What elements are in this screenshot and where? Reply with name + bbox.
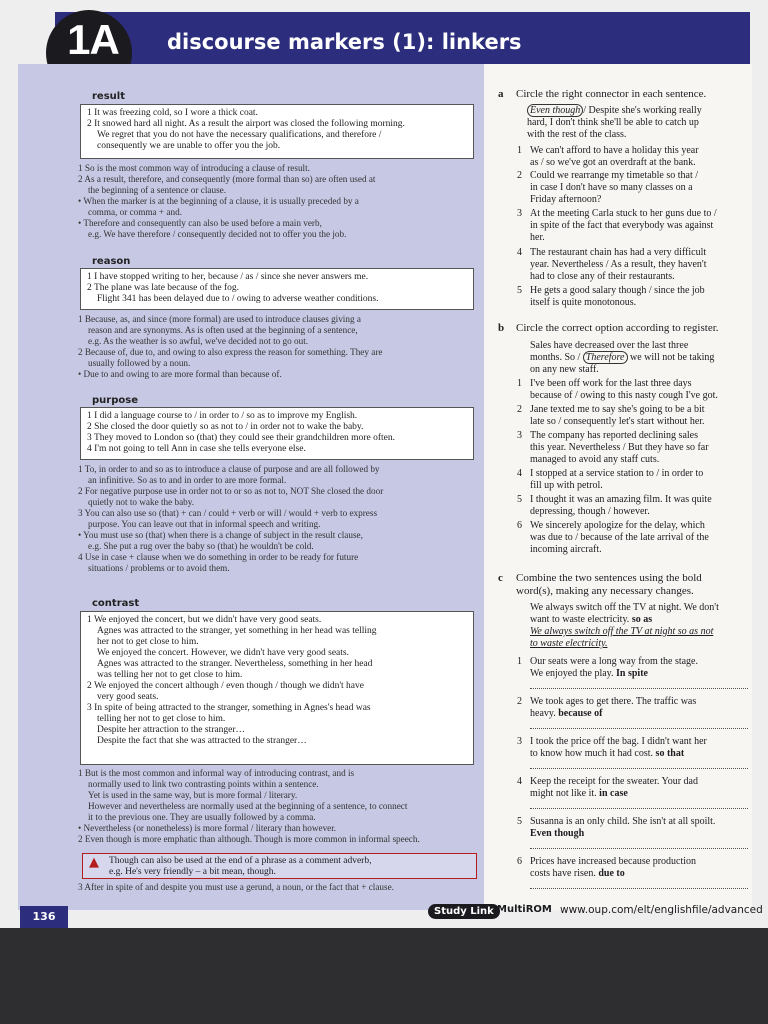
note-line: usually followed by a noun. bbox=[88, 358, 191, 368]
note-line: an infinitive. So as to and in order to are more formal. bbox=[88, 475, 287, 485]
note-line: • Therefore and consequently can also be used before a main verb, bbox=[78, 218, 322, 228]
exercise-a-label: a bbox=[498, 88, 504, 100]
example-text: months. So / bbox=[530, 352, 581, 363]
note-line: 1 So is the most common way of introducing a clause of result. bbox=[78, 163, 310, 173]
exercise-c-example bbox=[530, 602, 755, 650]
contrast-example: very good seats. bbox=[97, 692, 159, 702]
contrast-example: Agnes was attracted to the stranger. Nevertheless, something in her head bbox=[97, 659, 373, 669]
page-number: 136 bbox=[20, 906, 68, 928]
note-line: 1 To, in order to and so as to introduce a clause of purpose and are all followed by bbox=[78, 464, 380, 474]
circled-answer[interactable]: Therefore bbox=[583, 351, 628, 364]
note-line: reason and are synonyms. As is often used at the beginning of a sentence, bbox=[88, 325, 358, 335]
contrast-example: was telling her not to get close to him. bbox=[97, 670, 243, 680]
page-bottom-edge bbox=[0, 928, 768, 1024]
exercise-b-item-1[interactable]: 1 I've been off work for the last three days because of / owing to this nasty cough I've got. bbox=[517, 378, 718, 401]
result-example: 2 It snowed hard all night. As a result the airport was closed the following morning. bbox=[87, 119, 405, 129]
contrast-example: 3 In spite of being attracted to the stranger, something in Agnes's head was bbox=[87, 703, 371, 713]
reason-example: 2 The plane was late because of the fog. bbox=[87, 283, 240, 293]
exercise-b-item-2[interactable]: 2 Jane texted me to say she's going to be a bit late so / consequently let's start without her. bbox=[517, 404, 705, 427]
exercise-a-item-1[interactable]: 1 We can't afford to have a holiday this year as / so we've got an overdraft at the bank. bbox=[517, 145, 699, 168]
note-line: 2 Because of, due to, and owing to also express the reason for something. They are bbox=[78, 347, 383, 357]
result-example: We regret that you do not have the necessary qualifications, and therefore / bbox=[97, 130, 382, 140]
purpose-example: 1 I did a language course to / in order to / so as to improve my English. bbox=[87, 411, 358, 421]
note-line: However and nevertheless are normally used at the beginning of a sentence, to connect bbox=[88, 801, 408, 811]
note-line: e.g. She put a rug over the baby so (that) he wouldn't be cold. bbox=[88, 541, 314, 551]
exercise-b-example bbox=[530, 340, 755, 376]
note-line: the beginning of a sentence or clause. bbox=[88, 185, 227, 195]
purpose-notes bbox=[78, 464, 478, 574]
example-text: with the rest of the class. bbox=[527, 129, 627, 140]
heading-result: result bbox=[92, 91, 125, 102]
example-text: We always switch off the TV at night. We don't bbox=[530, 602, 719, 613]
example-text: we will not be taking bbox=[630, 352, 715, 363]
reason-example: Flight 341 has been delayed due to / owing to adverse weather conditions. bbox=[97, 294, 379, 304]
multirom-label: MultiROM bbox=[497, 904, 552, 915]
note-line: 2 For negative purpose use in order not to or so as not to, NOT She closed the door bbox=[78, 486, 384, 496]
example-text: want to waste electricity. bbox=[530, 614, 630, 625]
unit-number: 1A bbox=[67, 16, 119, 63]
purpose-example: 4 I'm not going to tell Ann in case she tells everyone else. bbox=[87, 444, 306, 454]
contrast-example: 2 We enjoyed the concert although / even though / though we didn't have bbox=[87, 681, 364, 691]
contrast-example: Despite her attraction to the stranger… bbox=[97, 725, 245, 735]
bold-cue: so as bbox=[631, 614, 653, 625]
unit-title: discourse markers (1): linkers bbox=[167, 30, 522, 54]
result-example: 1 It was freezing cold, so I wore a thick coat. bbox=[87, 108, 258, 118]
exercise-c-item-2: 2 We took ages to get there. The traffic was heavy. because of bbox=[517, 696, 697, 719]
note-line: 3 You can also use so (that) + can / could + verb or will / would + verb to express bbox=[78, 508, 378, 518]
note-line: • When the marker is at the beginning of a clause, it is usually preceded by a bbox=[78, 196, 359, 206]
contrast-example: Despite the fact that she was attracted to the stranger… bbox=[97, 736, 307, 746]
example-answer: to waste electricity. bbox=[530, 638, 608, 649]
note-line: quietly not to wake the baby. bbox=[88, 497, 195, 507]
answer-line[interactable] bbox=[530, 808, 748, 809]
exercise-c-item-6: 6 Prices have increased because production costs have risen. due to bbox=[517, 856, 697, 879]
footer-url[interactable]: www.oup.com/elt/englishfile/advanced bbox=[560, 904, 763, 916]
note-line: • Due to and owing to are more formal than because of. bbox=[78, 369, 282, 379]
note-line: it to the previous one. They are usually followed by a comma. bbox=[88, 812, 316, 822]
answer-line[interactable] bbox=[530, 728, 748, 729]
reason-example: 1 I have stopped writing to her, because / as / since she never answers me. bbox=[87, 272, 369, 282]
contrast-example: telling her not to get close to him. bbox=[97, 714, 226, 724]
circled-answer[interactable]: Even though bbox=[527, 104, 583, 117]
note-line: purpose. You can leave out that in informal speech and writing. bbox=[88, 519, 321, 529]
note-line: e.g. As the weather is so awful, we've decided not to go out. bbox=[88, 336, 309, 346]
reason-notes bbox=[78, 314, 478, 380]
study-link-badge: Study Link bbox=[428, 904, 500, 919]
exercise-c-item-1: 1 Our seats were a long way from the stage. We enjoyed the play. In spite bbox=[517, 656, 698, 679]
note-line: 1 But is the most common and informal way of introducing contrast, and is bbox=[78, 768, 355, 778]
exercise-b-item-6[interactable]: 6 We sincerely apologize for the delay, which was due to / because of the late arrival of the incoming aircraft. bbox=[517, 520, 709, 555]
purpose-examples-box bbox=[80, 407, 474, 460]
note-line: 1 Because, as, and since (more formal) are used to introduce clauses giving a bbox=[78, 314, 361, 324]
exercise-b-item-4[interactable]: 4 I stopped at a service station to / in order to fill up with petrol. bbox=[517, 468, 704, 491]
result-example: consequently we are unable to offer you the job. bbox=[97, 141, 281, 151]
exercise-a-item-4[interactable]: 4 The restaurant chain has had a very difficult year. Nevertheless / As a result, they haven't had to close any of their restaurants. bbox=[517, 247, 707, 282]
exercise-b-item-3[interactable]: 3 The company has reported declining sales this year. Nevertheless / But they have so far managed to avoid any staff cuts. bbox=[517, 430, 709, 465]
heading-purpose: purpose bbox=[92, 395, 138, 406]
warning-icon: ▲ bbox=[89, 855, 99, 870]
note-line: 2 Even though is more emphatic than although. Though is more common in informal speech. bbox=[78, 834, 420, 844]
exercise-b-instruction: Circle the correct option according to register. bbox=[516, 322, 719, 334]
note-line: 4 Use in case + clause when we do something in order to be ready for future bbox=[78, 552, 359, 562]
example-text: / Despite she's working really bbox=[583, 105, 702, 116]
note-line: 2 As a result, therefore, and consequently (more formal than so) are often used at bbox=[78, 174, 376, 184]
note-line: • Nevertheless (or nonetheless) is more formal / literary than however. bbox=[78, 823, 337, 833]
warning-text: Though can also be used at the end of a phrase as a comment adverb, bbox=[109, 856, 372, 866]
exercise-a-item-2[interactable]: 2 Could we rearrange my timetable so that / in case I don't have so many classes on a Friday afternoon? bbox=[517, 170, 699, 205]
example-answer: We always switch off the TV at night so as not bbox=[530, 626, 714, 637]
example-text: Sales have decreased over the last three bbox=[530, 340, 689, 351]
example-text: on any new staff. bbox=[530, 364, 599, 375]
heading-reason: reason bbox=[92, 256, 131, 267]
note-line: • You must use so (that) when there is a change of subject in the result clause, bbox=[78, 530, 363, 540]
exercise-c-item-4: 4 Keep the receipt for the sweater. Your dad might not like it. in case bbox=[517, 776, 698, 799]
example-text: hard, I don't think she'll be able to catch up bbox=[527, 117, 699, 128]
exercise-c-item-5: 5 Susanna is an only child. She isn't at all spoilt. Even though bbox=[517, 816, 716, 839]
note-line: e.g. We have therefore / consequently decided not to offer you the job. bbox=[88, 229, 347, 239]
contrast-notes bbox=[78, 768, 478, 845]
answer-line[interactable] bbox=[530, 848, 748, 849]
reason-examples-box bbox=[80, 268, 474, 310]
contrast-example: We enjoyed the concert. However, we didn't have very good seats. bbox=[97, 648, 349, 658]
answer-line[interactable] bbox=[530, 768, 748, 769]
answer-line[interactable] bbox=[530, 688, 748, 689]
exercise-a-item-5[interactable]: 5 He gets a good salary though / since the job itself is quite monotonous. bbox=[517, 285, 705, 308]
exercise-c-instruction: Combine the two sentences using the bold word(s), making any necessary changes. bbox=[516, 572, 702, 597]
exercise-a-item-3[interactable]: 3 At the meeting Carla stuck to her guns due to / in spite of the fact that everybody was against her. bbox=[517, 208, 717, 243]
contrast-example: her not to get close to him. bbox=[97, 637, 199, 647]
exercise-b-item-5[interactable]: 5 I thought it was an amazing film. It was quite depressing, though / however. bbox=[517, 494, 712, 517]
heading-contrast: contrast bbox=[92, 598, 140, 609]
note-line: normally used to link two contrasting points within a sentence. bbox=[88, 779, 319, 789]
note-line: Yet is used in the same way, but is more formal / literary. bbox=[88, 790, 298, 800]
exercise-c-label: c bbox=[498, 572, 503, 584]
answer-line[interactable] bbox=[530, 888, 748, 889]
warning-text: e.g. He's very friendly – a bit mean, though. bbox=[109, 867, 276, 877]
warning-box bbox=[82, 853, 477, 879]
purpose-example: 3 They moved to London so (that) they could see their grandchildren more often. bbox=[87, 433, 395, 443]
contrast-example: 1 We enjoyed the concert, but we didn't have very good seats. bbox=[87, 615, 322, 625]
contrast-examples-box bbox=[80, 611, 474, 765]
exercise-a-instruction: Circle the right connector in each sentence. bbox=[516, 88, 707, 100]
purpose-example: 2 She closed the door quietly so as not to / in order not to wake the baby. bbox=[87, 422, 364, 432]
contrast-final-note: 3 After in spite of and despite you must use a gerund, a noun, or the fact that + clause. bbox=[78, 882, 394, 892]
result-notes bbox=[78, 163, 478, 240]
note-line: situations / problems or to avoid them. bbox=[88, 563, 230, 573]
exercise-b-label: b bbox=[498, 322, 505, 334]
exercise-a-example bbox=[527, 105, 752, 141]
note-line: comma, or comma + and. bbox=[88, 207, 182, 217]
exercise-c-item-3: 3 I took the price off the bag. I didn't want her to know how much it had cost. so that bbox=[517, 736, 707, 759]
contrast-example: Agnes was attracted to the stranger, yet something in her head was telling bbox=[97, 626, 377, 636]
result-examples-box bbox=[80, 104, 474, 159]
